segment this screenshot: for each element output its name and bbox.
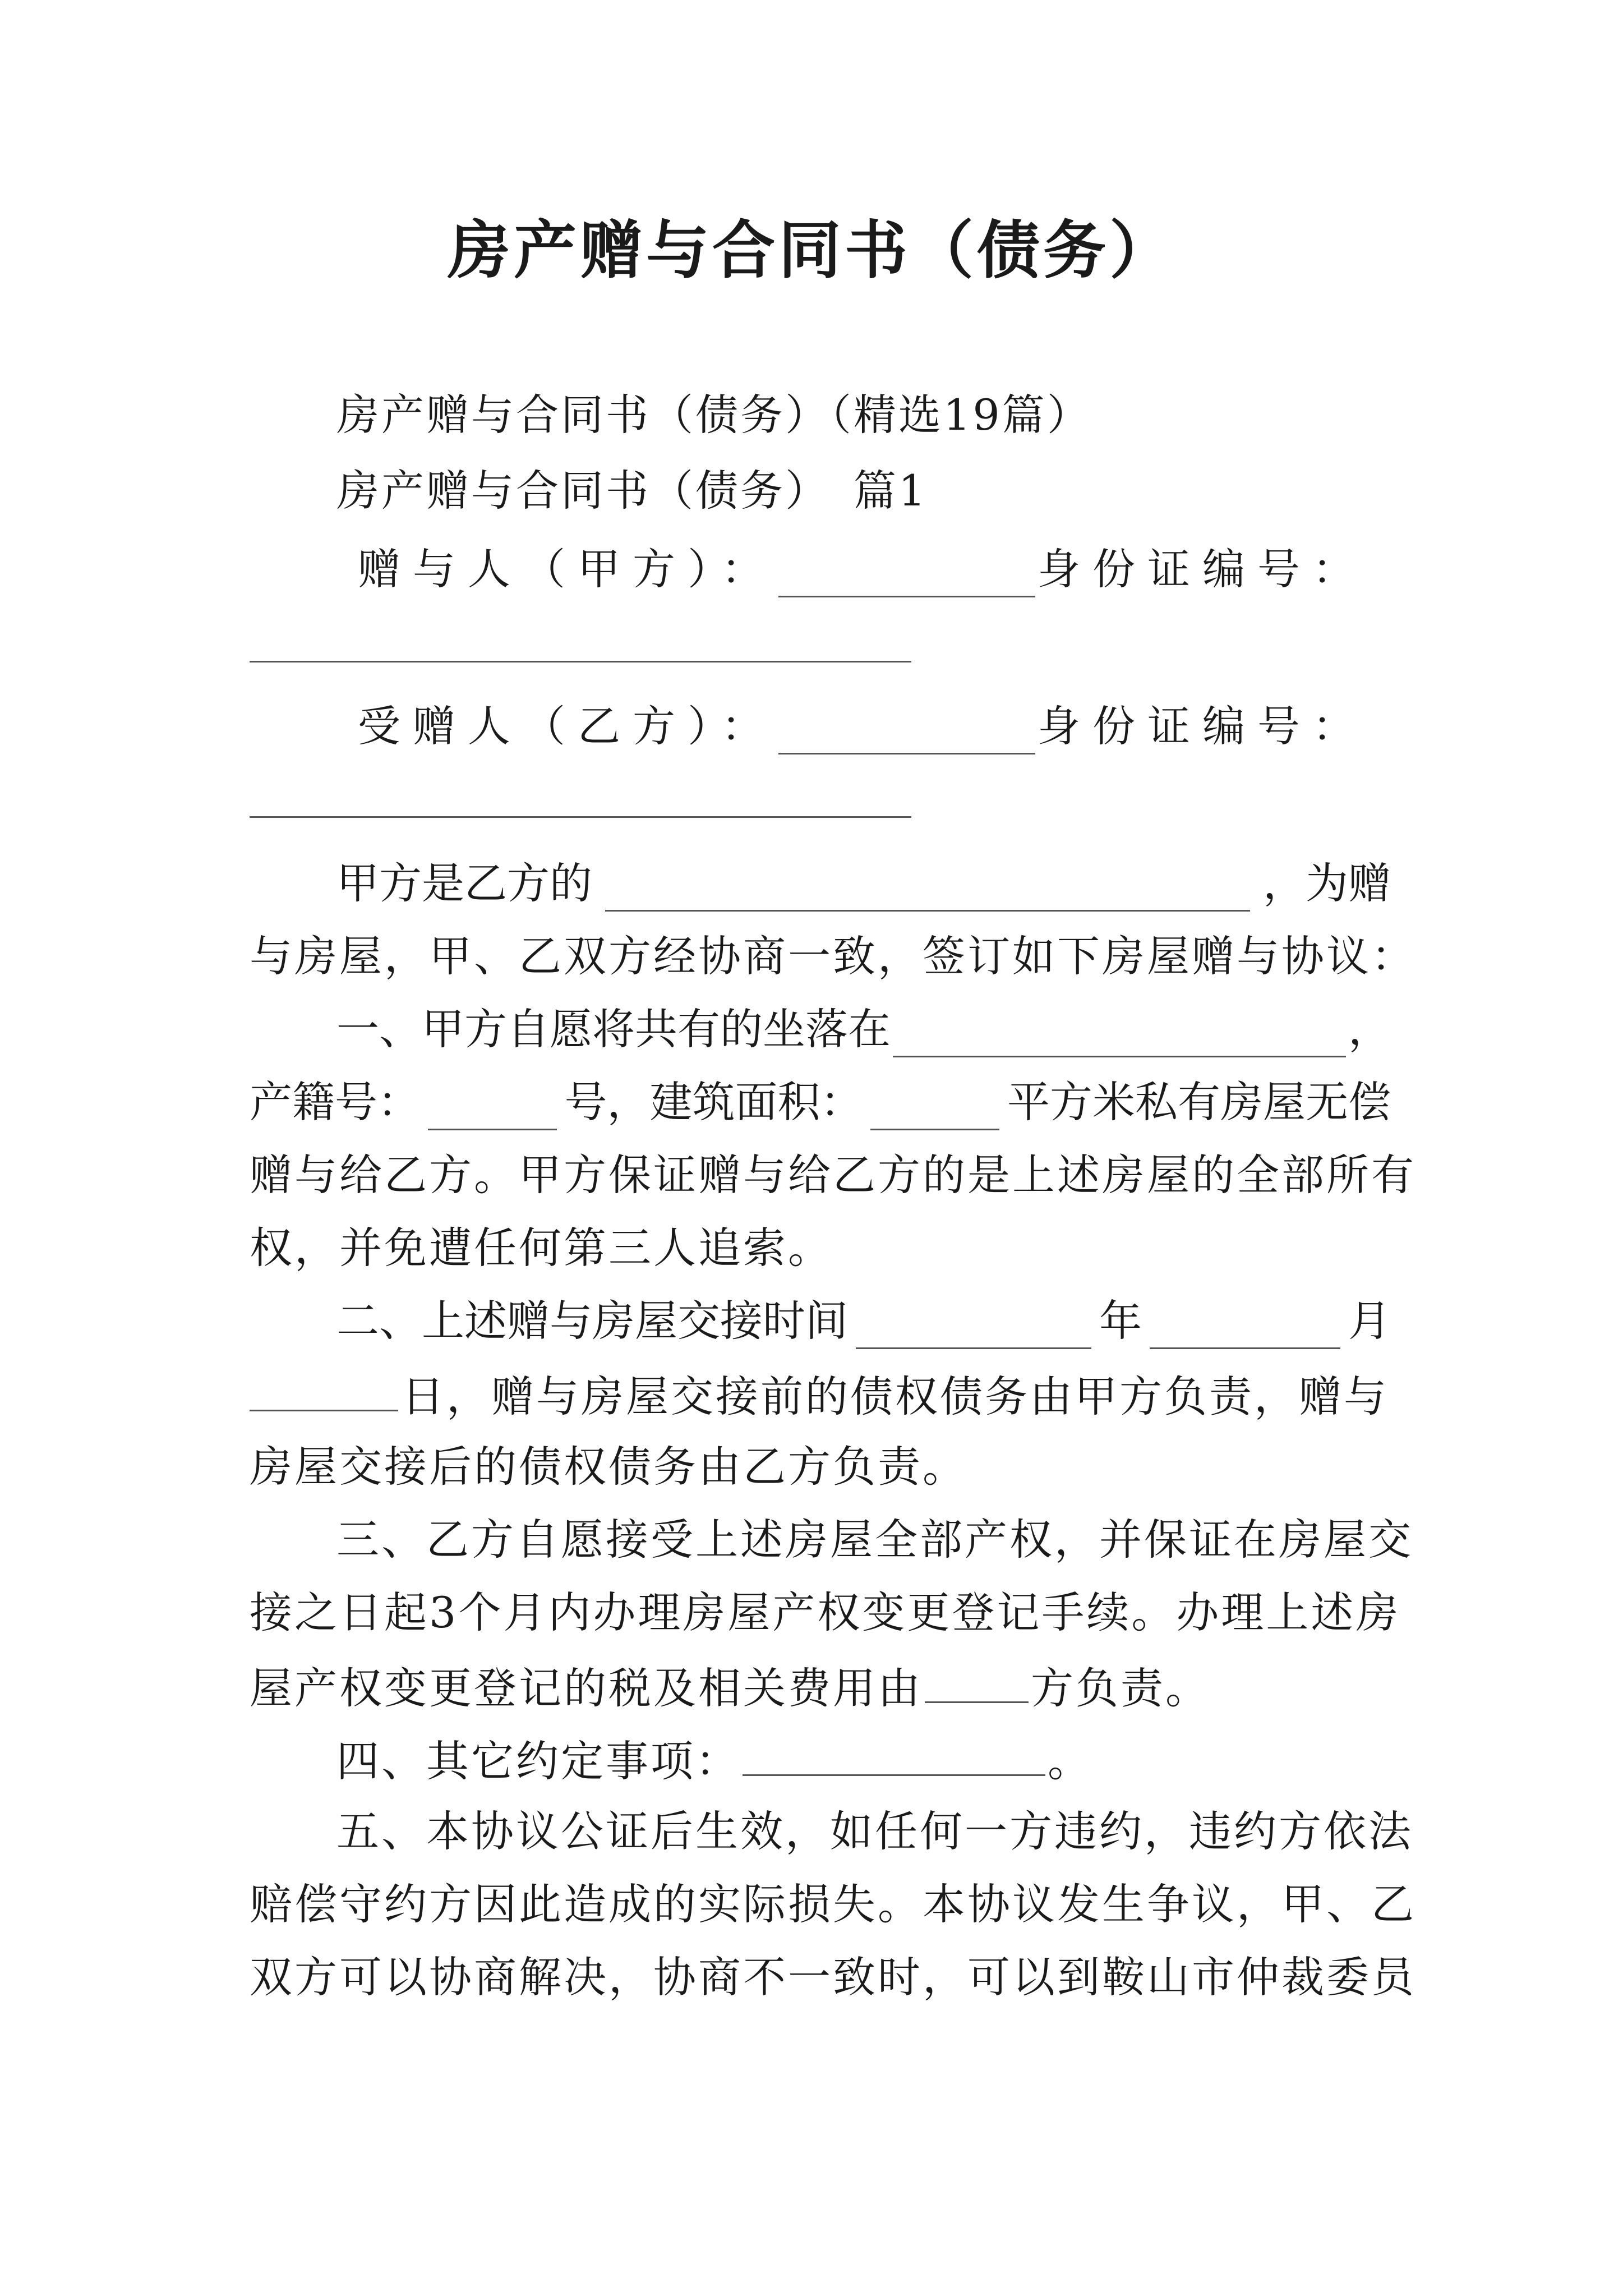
donor-label: 赠与人（甲方）： (358, 544, 776, 594)
day-blank (250, 1366, 398, 1411)
donor-name-blank (778, 552, 1035, 597)
area-label: 号，建筑面积： (564, 1077, 863, 1127)
month-blank (1150, 1304, 1340, 1349)
registry-number-blank (428, 1085, 557, 1130)
clause1-text-end: ， (1348, 1004, 1391, 1054)
clause2-line-3: 房屋交接后的债权债务由乙方负责。 (250, 1442, 967, 1492)
donor-row (358, 541, 1367, 597)
area-blank (870, 1085, 999, 1130)
year-blank (856, 1304, 1091, 1349)
donee-label: 受赠人（乙方）： (358, 701, 776, 751)
clause3-line-3-end: 方负责。 (1031, 1663, 1210, 1713)
area-unit-text: 平方米私有房屋无偿 (1007, 1077, 1391, 1127)
handover-time-label: 二、上述赠与房屋交接时间 (336, 1296, 848, 1346)
donor-id-blank (250, 661, 911, 662)
clause4-line-1 (336, 1731, 1092, 1789)
clause1-line-1 (336, 1001, 1391, 1057)
clause3-line-1: 三、乙方自愿接受上述房屋全部产权，并保证在房屋交 (336, 1515, 1413, 1565)
subtitle: 房产赠与合同书（债务）（精选19篇） (336, 390, 1092, 440)
donor-id-label: 身份证编号： (1038, 544, 1367, 594)
clause2-line-2-text: 日，赠与房屋交接前的债权债务由甲方负责，赠与 (402, 1372, 1389, 1421)
intro-line-2: 与房屋，甲、乙双方经协商一致，签订如下房屋赠与协议： (250, 931, 1416, 981)
clause1-line-4: 权，并免遭任何第三人追索。 (250, 1223, 833, 1273)
clause2-line-2 (250, 1366, 1389, 1425)
clause5-line-1: 五、本协议公证后生效，如任何一方违约，违约方依法 (336, 1806, 1413, 1856)
donee-id-blank (250, 816, 911, 818)
clause3-line-3 (250, 1658, 1210, 1717)
clause5-line-2: 赔偿守约方因此造成的实际损失。本协议发生争议，甲、乙 (250, 1879, 1416, 1929)
registry-label: 产籍号： (250, 1077, 420, 1127)
intro-text-start: 甲方是乙方的 (336, 858, 592, 908)
relationship-blank (605, 866, 1250, 912)
fee-party-blank (925, 1658, 1029, 1703)
document-title: 房产赠与合同书（债务） (448, 214, 1175, 287)
clause1-line-2 (250, 1074, 1391, 1130)
donee-id-label: 身份证编号： (1038, 701, 1367, 751)
donee-name-blank (778, 709, 1035, 754)
clause3-line-2: 接之日起3个月内办理房屋产权变更登记手续。办理上述房 (250, 1588, 1401, 1637)
clause2-line-1 (336, 1293, 1391, 1349)
clause5-line-3: 双方可以协商解决，协商不一致时，可以到鞍山市仲裁委员 (250, 1952, 1416, 2002)
clause1-line-3: 赠与给乙方。甲方保证赠与给乙方的是上述房屋的全部所有 (250, 1150, 1416, 1200)
clause3-line-3-text: 屋产权变更登记的税及相关费用由 (250, 1663, 923, 1713)
section-heading: 房产赠与合同书（债务） 篇1 (336, 466, 928, 516)
intro-text-end: ，为赠 (1263, 858, 1391, 908)
donee-row (358, 698, 1367, 754)
other-matters-label: 四、其它约定事项： (336, 1736, 740, 1786)
year-label: 年 (1099, 1296, 1142, 1346)
month-label: 月 (1348, 1296, 1391, 1346)
clause1-text-start: 一、甲方自愿将共有的坐落在 (336, 1004, 891, 1054)
other-matters-blank (743, 1731, 1045, 1776)
location-blank (893, 1012, 1346, 1057)
intro-line-1 (336, 855, 1391, 912)
clause4-end: 。 (1048, 1736, 1092, 1786)
